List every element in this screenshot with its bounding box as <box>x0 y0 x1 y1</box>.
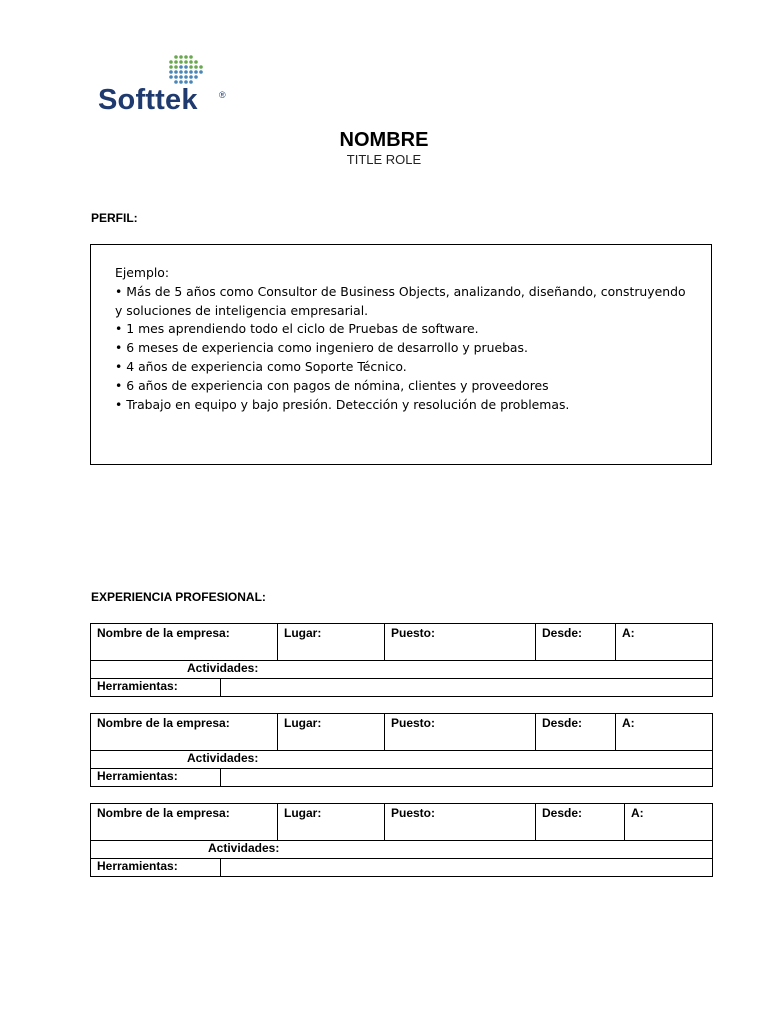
profile-line: • 1 mes aprendiendo todo el ciclo de Pruebas de software. <box>115 321 479 337</box>
company-cell: Nombre de la empresa: <box>91 804 278 841</box>
logo-dots-icon <box>164 54 208 88</box>
logo-text: Softtek <box>98 84 198 116</box>
activities-cell: Actividades: <box>91 661 713 679</box>
experience-table <box>90 623 713 697</box>
position-cell: Puesto: <box>385 804 536 841</box>
title-role: TITLE ROLE <box>346 152 422 167</box>
tools-value-cell <box>221 679 713 697</box>
place-cell: Lugar: <box>278 714 385 751</box>
to-cell: A: <box>616 714 713 751</box>
profile-line: • Más de 5 años como Consultor de Business Objects, analizando, diseñando, construyendo y soluciones de inteligencia empresarial. <box>115 283 686 318</box>
profile-line: • 6 meses de experiencia como ingeniero de desarrollo y pruebas. <box>115 340 528 356</box>
from-cell: Desde: <box>536 714 616 751</box>
softtek-logo <box>98 54 238 124</box>
profile-line: • 4 años de experiencia como Soporte Técnico. <box>115 358 407 374</box>
position-cell: Puesto: <box>385 714 536 751</box>
from-cell: Desde: <box>536 624 616 661</box>
place-cell: Lugar: <box>278 804 385 841</box>
profile-box <box>90 244 712 465</box>
place-cell: Lugar: <box>278 624 385 661</box>
logo-registered-mark: ® <box>219 90 226 100</box>
company-cell: Nombre de la empresa: <box>91 624 278 661</box>
tools-label-cell: Herramientas: <box>91 679 221 697</box>
tools-value-cell <box>221 769 713 787</box>
tools-label-cell: Herramientas: <box>91 859 221 877</box>
position-cell: Puesto: <box>385 624 536 661</box>
from-cell: Desde: <box>536 804 625 841</box>
candidate-name: NOMBRE <box>339 129 429 151</box>
profile-label: PERFIL: <box>91 211 138 225</box>
experience-table <box>90 713 713 787</box>
profile-line: • 6 años de experiencia con pagos de nómina, clientes y proveedores <box>115 377 549 393</box>
company-cell: Nombre de la empresa: <box>91 714 278 751</box>
to-cell: A: <box>616 624 713 661</box>
activities-cell: Actividades: <box>91 841 713 859</box>
activities-cell: Actividades: <box>91 751 713 769</box>
profile-line: • Trabajo en equipo y bajo presión. Detección y resolución de problemas. <box>115 396 570 412</box>
tools-label-cell: Herramientas: <box>91 769 221 787</box>
experience-table <box>90 803 713 877</box>
to-cell: A: <box>625 804 713 841</box>
profile-line: Ejemplo: <box>115 265 170 280</box>
tools-value-cell <box>221 859 713 877</box>
experience-label: EXPERIENCIA PROFESIONAL: <box>91 590 266 604</box>
